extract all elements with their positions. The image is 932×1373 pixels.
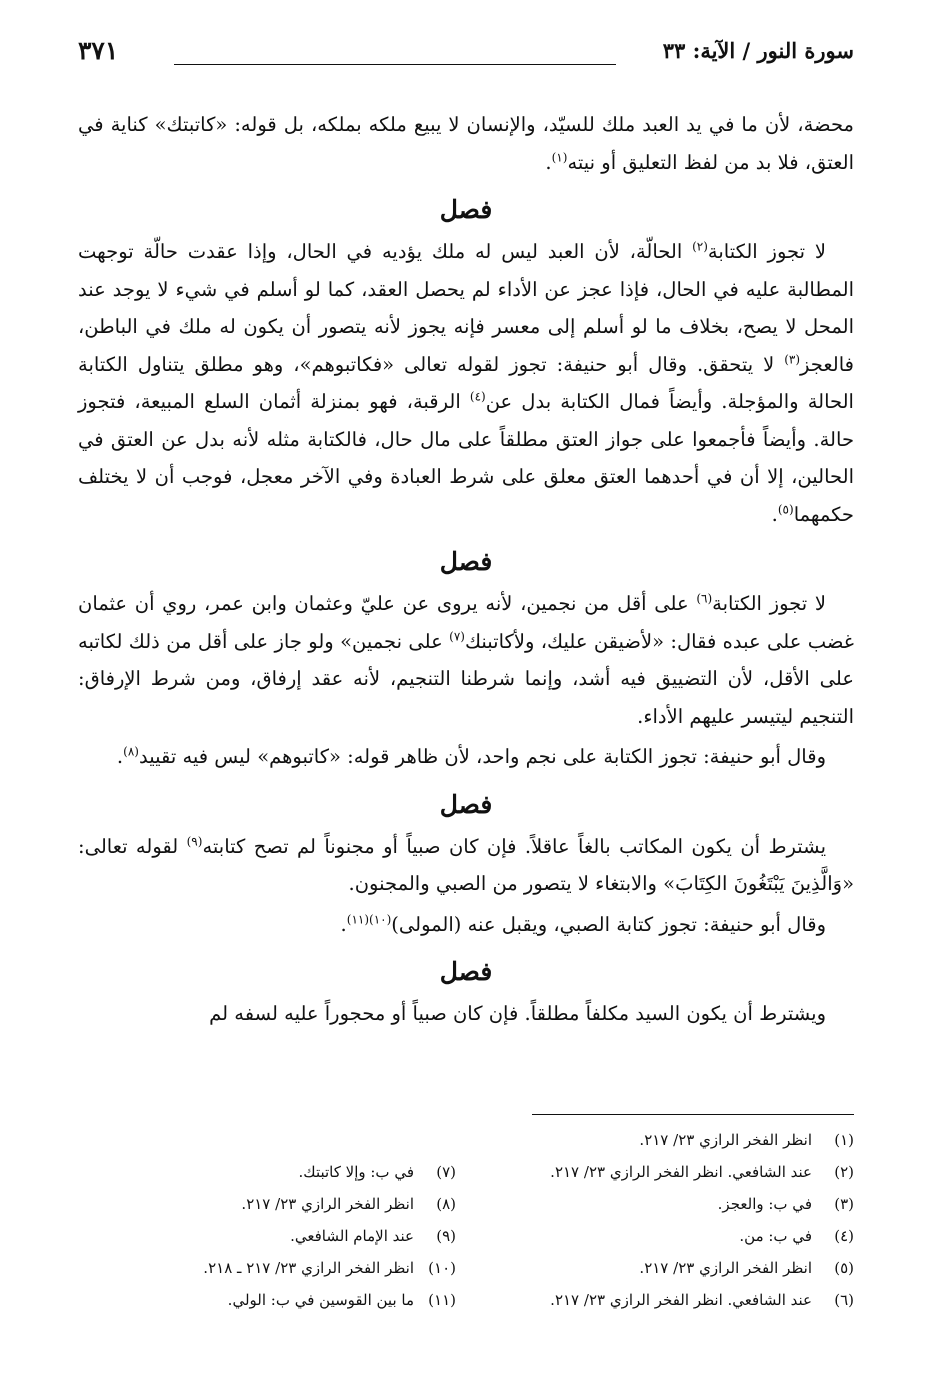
section-heading: فصل: [439, 195, 493, 224]
footnote: (٧) في ب: وإلا كاتبتك.: [298, 1163, 456, 1181]
footnote: (٤) في ب: من.: [739, 1227, 854, 1245]
paragraph: محضة، لأن ما في يد العبد ملك للسيّد، والإنسان لا يبيع ملكه بملكه، بل قوله: «كاتبتك» كناية في العتق، فلا بد من لفظ التعليق أو نيته$^{(١)}$.: [78, 113, 854, 174]
footnote-marker: (٩): [186, 834, 203, 848]
footnote-column: [86, 1124, 456, 1316]
footnote-marker: (٨): [123, 744, 139, 759]
footnote-separator: [532, 1114, 854, 1115]
footnote: (٦) عند الشافعي. انظر الفخر الرازي ٢٣/ ٢١٧.: [550, 1291, 854, 1309]
paragraph: لا تجوز الكتابة$^{(٦)}$ على أقل من نجمين، لأنه يروى عن عليّ وعثمان وابن عمر، روي أن عثمان غضب على عبده فقال: «لأضيقن عليك، ولأكاتبنك$^{(٧)}$ على نجمين» ولو جاز على أقل من ذلك لكاتبه على الأقل، لأن التضييق فيه أشد، وإنما شرطنا التنجيم، لأنه عقد إرفاق، ومن شرط الإرفاق: التنجيم ليتيسر عليهم الأداء.: [78, 591, 854, 728]
paragraph: وقال أبو حنيفة: تجوز الكتابة على نجم واحد، لأن ظاهر قوله: «كاتبوهم» ليس فيه تقييد$^{(٨)}$.: [116, 744, 826, 768]
section-heading: فصل: [439, 957, 493, 986]
footnote-marker: (٢): [692, 239, 708, 254]
header-rule: [174, 64, 616, 65]
footnote-marker: (١): [551, 150, 568, 164]
footnote: (٢) عند الشافعي. انظر الفخر الرازي ٢٣/ ٢١٧.: [550, 1163, 854, 1181]
section-heading: فصل: [439, 547, 493, 576]
footnote: (٥) انظر الفخر الرازي ٢٣/ ٢١٧.: [639, 1259, 854, 1277]
footnote-marker: (٣): [784, 352, 801, 366]
footnotes: [60, 1124, 854, 1316]
footnote: (٩) عند الإمام الشافعي.: [290, 1227, 456, 1245]
footnote-marker: (٧): [449, 629, 465, 643]
footnote-marker: (٥): [777, 502, 794, 516]
footnote-column: [476, 1124, 854, 1316]
footnote: (١١) ما بين القوسين في ب: الولي.: [227, 1291, 456, 1309]
page-number: ٣٧١: [78, 36, 119, 65]
section-heading: فصل: [439, 789, 493, 819]
footnote-marker: (١٠)(١١): [346, 912, 392, 926]
footnote: (٨) انظر الفخر الرازي ٢٣/ ٢١٧.: [241, 1195, 456, 1213]
footnote: (١) انظر الفخر الرازي ٢٣/ ٢١٧.: [639, 1131, 854, 1149]
paragraph: ويشترط أن يكون السيد مكلفاً مطلقاً. فإن كان صبياً أو محجوراً عليه لسفه لم: [209, 1002, 826, 1025]
page-header: [78, 38, 854, 74]
footnote-marker: (٤): [469, 389, 486, 404]
main-text: [78, 106, 854, 1033]
running-title: سورة النور / الآية: ٣٣: [662, 38, 854, 63]
footnote-marker: (٦): [696, 591, 713, 606]
footnote: (٣) في ب: والعجز.: [717, 1195, 854, 1213]
footnote: (١٠) انظر الفخر الرازي ٢٣/ ٢١٧ ـ ٢١٨.: [203, 1259, 456, 1277]
paragraph: يشترط أن يكون المكاتب بالغاً عاقلاً. فإن كان صبياً أو مجنوناً لم تصح كتابته$^{(٩)}$ لقوله تعالى: «وَالَّذِينَ يَبْتَغُونَ الكِتَابَ» والابتغاء لا يتصور من الصبي والمجنون.: [78, 834, 854, 895]
paragraph: لا تجوز الكتابة$^{(٢)}$ الحالّة، لأن العبد ليس له ملك يؤديه في الحال، وإذا عقدت حالّة توجهت المطالبة عليه في الحال، فإذا عجز عن الأداء لم يحصل العقد، كما لو أسلم في شيء لا يوجد عند المحل لا يصح، بخلاف ما لو أسلم إلى معسر فإنه يجوز لأنه يتصور أن يكون له ملك في الباطن، فالعجز$^{(٣)}$ لا يتحقق. وقال أبو حنيفة: تجوز لقوله تعالى «فكاتبوهم»، وهو مطلق يتناول الكتابة الحالة والمؤجلة. وأيضاً فمال الكتابة بدل عن$^{(٤)}$ الرقبة، فهو بمنزلة أثمان السلع المبيعة، فتجوز حالة. وأيضاً فأجمعوا على جواز العتق مطلقاً على مال حال، فالكتابة مثله لأنه بدل عن العتق في الحالين، إلا أن في أحدهما العتق معلق على شرط العبادة وفي الآخر معجل، فوجب أن لا يختلف حكمهما$^{(٥)}$.: [78, 239, 854, 526]
paragraph: وقال أبو حنيفة: تجوز كتابة الصبي، ويقبل عنه (المولى)$^{(١٠)(١١)}$.: [340, 912, 826, 936]
